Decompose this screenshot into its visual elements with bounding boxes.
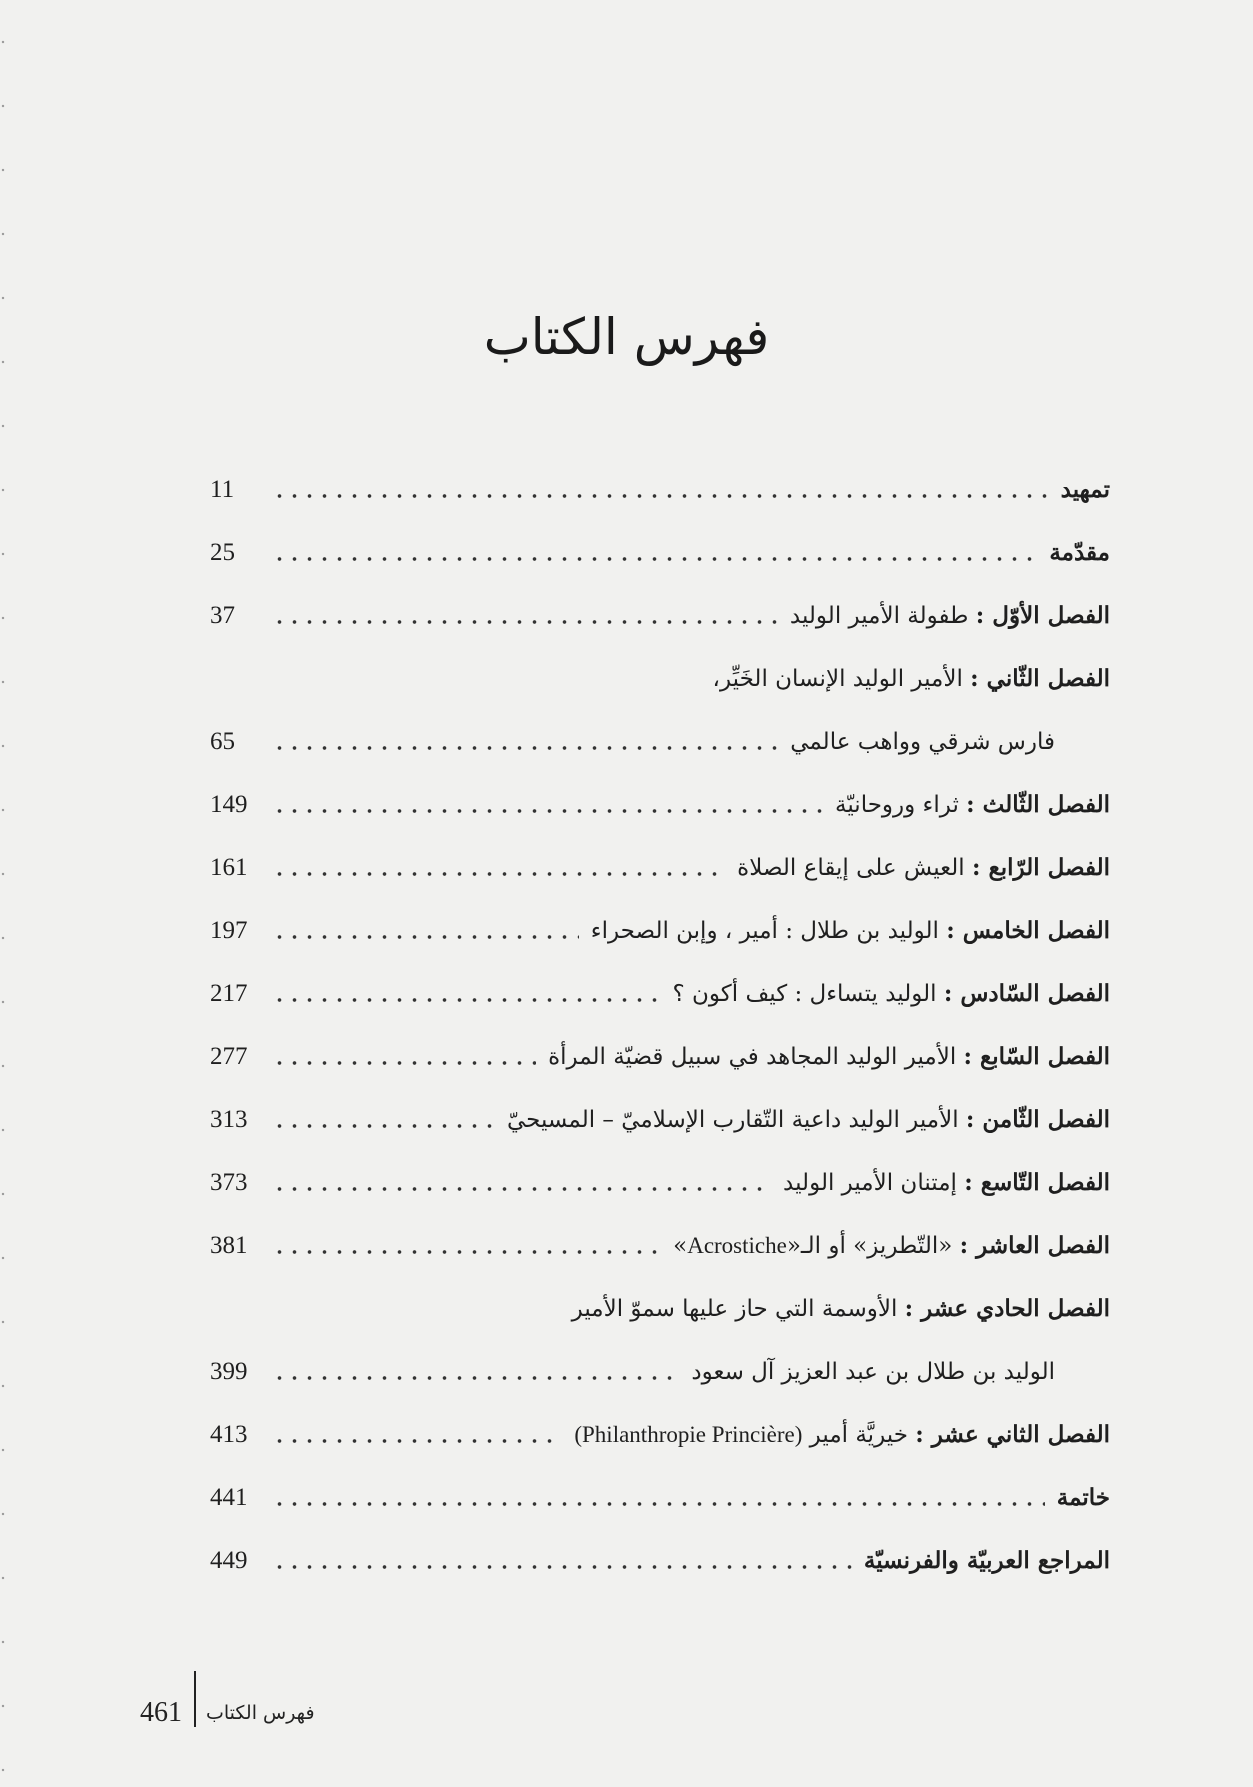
page-footer bbox=[140, 1688, 315, 1738]
toc-page-number: 441 bbox=[210, 1483, 248, 1511]
toc-entry-label: الفصل الخامس : الوليد بن طلال : أمير ، وإبن الصحراء bbox=[590, 917, 1110, 944]
toc-entry-label: الفصل الأوّل : طفولة الأمير الوليد bbox=[789, 602, 1110, 629]
toc-entry-label: الفصل الثّاني : الأمير الوليد الإنسان الخَيِّر، bbox=[712, 665, 1110, 692]
toc-entry-label: الفصل الثّامن : الأمير الوليد داعية التّقارب الإسلاميّ – المسيحيّ bbox=[506, 1106, 1110, 1133]
table-of-contents bbox=[210, 458, 1110, 1592]
toc-page-number: 399 bbox=[210, 1357, 248, 1385]
toc-entry-label: الفصل العاشر : «التّطريز» أو الـ«Acrostiche» bbox=[673, 1232, 1110, 1259]
toc-entry-chapter-3 bbox=[210, 773, 1110, 836]
footer-running-title: فهرس الكتاب bbox=[206, 1702, 315, 1724]
toc-entry-conclusion bbox=[210, 1466, 1110, 1529]
page-edge-marks bbox=[0, 0, 6, 1787]
toc-entry-chapter-2 bbox=[210, 647, 1110, 710]
toc-page-number: 413 bbox=[210, 1420, 248, 1448]
toc-page-number: 449 bbox=[210, 1546, 248, 1574]
toc-entry-chapter-2-continued bbox=[210, 710, 1110, 773]
toc-entry-label: الفصل الثاني عشر : خيريَّة أمير (Philanthropie Princière) bbox=[574, 1421, 1110, 1448]
footer-page-number: 461 bbox=[140, 1697, 182, 1728]
dot-leader bbox=[272, 1124, 495, 1128]
toc-entry-references bbox=[210, 1529, 1110, 1592]
toc-entry-label: خاتمة bbox=[1056, 1484, 1110, 1511]
dot-leader bbox=[272, 872, 725, 876]
toc-page-number: 373 bbox=[210, 1168, 248, 1196]
toc-entry-chapter-6 bbox=[210, 962, 1110, 1025]
toc-page-number: 161 bbox=[210, 853, 248, 881]
toc-entry-label: تمهيد bbox=[1060, 476, 1110, 503]
toc-entry-preface bbox=[210, 521, 1110, 584]
toc-entry-chapter-9 bbox=[210, 1151, 1110, 1214]
toc-entry-chapter-7 bbox=[210, 1025, 1110, 1088]
toc-page-number: 65 bbox=[210, 727, 235, 755]
toc-entry-label: المراجع العربيّة والفرنسيّة bbox=[863, 1547, 1110, 1574]
page-title: فهرس الكتاب bbox=[483, 308, 770, 366]
dot-leader bbox=[272, 1376, 679, 1380]
dot-leader bbox=[272, 1565, 852, 1569]
toc-page-number: 313 bbox=[210, 1105, 248, 1133]
toc-page-number: 37 bbox=[210, 601, 235, 629]
dot-leader bbox=[272, 935, 579, 939]
dot-leader bbox=[272, 1439, 562, 1443]
dot-leader bbox=[272, 1250, 661, 1254]
toc-entry-chapter-11 bbox=[210, 1277, 1110, 1340]
toc-entry-chapter-1 bbox=[210, 584, 1110, 647]
toc-page-number: 25 bbox=[210, 538, 235, 566]
toc-entry-label: الفصل الثّالث : ثراء وروحانيّة bbox=[835, 791, 1110, 818]
toc-entry-label: الفصل الحادي عشر : الأوسمة التي حاز عليها سموّ الأمير bbox=[571, 1295, 1110, 1322]
toc-entry-chapter-5 bbox=[210, 899, 1110, 962]
dot-leader bbox=[272, 1187, 771, 1191]
toc-page-number: 197 bbox=[210, 916, 248, 944]
toc-entry-chapter-10 bbox=[210, 1214, 1110, 1277]
toc-entry-label: فارس شرقي وواهب عالمي bbox=[790, 729, 1055, 755]
dot-leader bbox=[272, 998, 661, 1002]
toc-entry-chapter-8 bbox=[210, 1088, 1110, 1151]
dot-leader bbox=[272, 557, 1037, 561]
dot-leader bbox=[272, 494, 1049, 498]
toc-page-number: 217 bbox=[210, 979, 248, 1007]
toc-entry-label: الفصل السّادس : الوليد يتساءل : كيف أكون ؟ bbox=[672, 980, 1110, 1007]
toc-entry-chapter-11-continued bbox=[210, 1340, 1110, 1403]
toc-entry-chapter-4 bbox=[210, 836, 1110, 899]
footer-divider bbox=[194, 1671, 196, 1727]
toc-page-number: 381 bbox=[210, 1231, 248, 1259]
toc-entry-introduction bbox=[210, 458, 1110, 521]
toc-entry-label: الفصل الرّابع : العيش على إيقاع الصلاة bbox=[737, 854, 1110, 881]
toc-page-number: 11 bbox=[210, 475, 235, 503]
toc-entry-chapter-12 bbox=[210, 1403, 1110, 1466]
toc-entry-label: الفصل السّابع : الأمير الوليد المجاهد في سبيل قضيّة المرأة bbox=[548, 1043, 1110, 1070]
toc-entry-label: مقدّمة bbox=[1049, 539, 1110, 566]
toc-page-number: 277 bbox=[210, 1042, 248, 1070]
toc-entry-label: الوليد بن طلال بن عبد العزيز آل سعود bbox=[691, 1359, 1055, 1385]
dot-leader bbox=[272, 1061, 536, 1065]
dot-leader bbox=[272, 746, 778, 750]
toc-page-number: 149 bbox=[210, 790, 248, 818]
dot-leader bbox=[272, 620, 778, 624]
dot-leader bbox=[272, 809, 823, 813]
toc-entry-label: الفصل التّاسع : إمتنان الأمير الوليد bbox=[783, 1169, 1110, 1196]
dot-leader bbox=[272, 1502, 1045, 1506]
